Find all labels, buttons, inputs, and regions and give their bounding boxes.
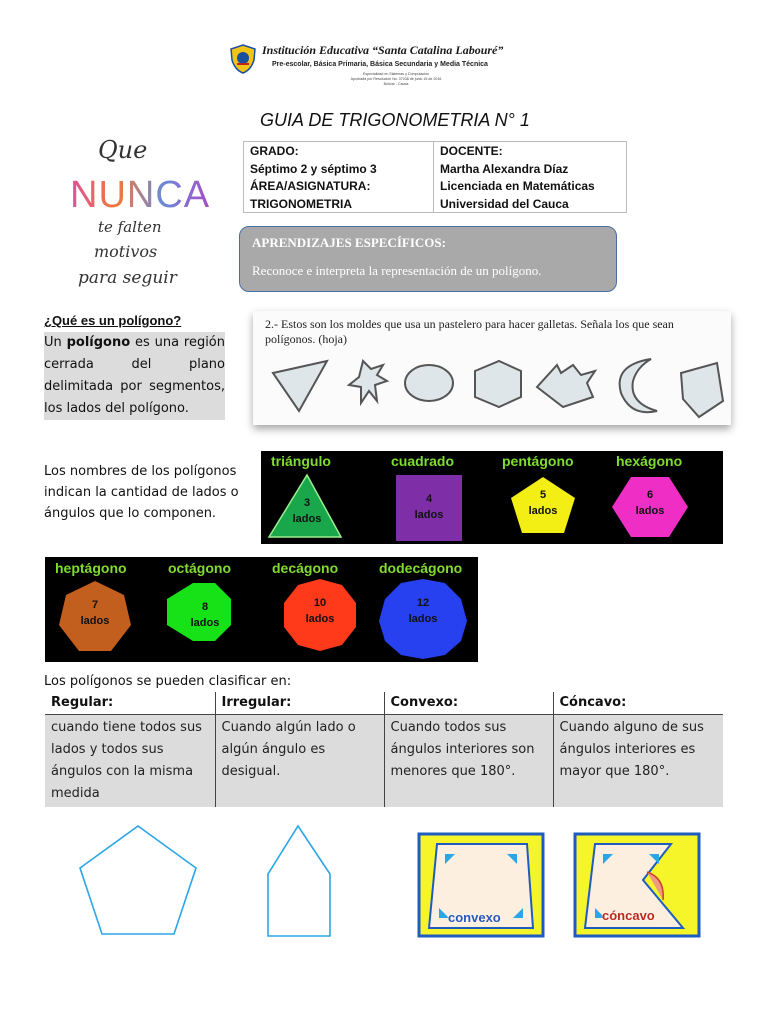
polygon-definition [44, 332, 225, 420]
classify-intro: Los polígonos se pueden clasificar en: [44, 674, 292, 689]
mold-circle [405, 365, 453, 401]
pentagon-number: 5 [539, 489, 547, 501]
mold-pentagon [681, 363, 723, 417]
decagon-number: 10 [313, 597, 327, 609]
irregular-polygon-example [260, 820, 340, 940]
regular-pentagon-example [72, 820, 202, 940]
hexagon-number: 6 [646, 489, 654, 501]
header-convex: Convexo: [384, 692, 553, 714]
page-title: GUIA DE TRIGONOMETRIA N° 1 [260, 110, 530, 130]
teacher-degree: Licenciada en Matemáticas [440, 179, 595, 193]
square-unit: lados [414, 509, 444, 521]
header-irregular: Irregular: [215, 692, 384, 714]
heptagon-unit: lados [80, 615, 110, 627]
square-count [409, 491, 449, 523]
definition-rest: es una región cerrada del plano delimitada por segmentos, los lados del polígono. [44, 335, 225, 416]
motivational-quote [60, 128, 210, 298]
octagon-unit: lados [190, 617, 220, 629]
triangle-number: 3 [303, 497, 311, 509]
mold-hexagon [475, 361, 521, 407]
quote-line-3: te falten [98, 218, 162, 236]
institution-specialty: Especialidad en Sistemas y Computación [362, 72, 430, 76]
polygon-banner-row-2 [45, 557, 478, 662]
quote-line-2: NUNCA [70, 174, 211, 216]
teacher-university: Universidad del Cauca [440, 196, 569, 211]
info-table [243, 141, 627, 213]
decagon-count [300, 595, 340, 627]
cell-concave: Cuando alguno de sus ángulos interiores es mayor que 180°. [553, 714, 723, 807]
hexagon-count [630, 487, 670, 519]
quote-line-5: para seguir [78, 268, 177, 288]
label-square: cuadrado [391, 453, 455, 469]
mold-moon [620, 359, 657, 412]
quote-line-1: Que [98, 136, 148, 164]
heptagon-number: 7 [91, 599, 99, 611]
square-number: 4 [425, 493, 433, 505]
dodecagon-number: 12 [416, 597, 430, 609]
definition-term: polígono [66, 335, 131, 350]
concave-label: cóncavo [602, 908, 655, 923]
label-pentagon: pentágono [502, 453, 574, 469]
school-logo [229, 44, 257, 74]
cell-regular: cuando tiene todos sus lados y todos sus ángulos con la misma medida [45, 714, 215, 807]
mold-gingerbread [349, 361, 387, 403]
decagon-unit: lados [305, 613, 335, 625]
definition-pre: Un [44, 335, 67, 350]
convex-label: convexo [448, 910, 501, 925]
molds-shapes [253, 351, 731, 425]
institution-resolution: Aprobada por Resolución No. 07038 de junio 15 de 2016 [350, 77, 442, 81]
info-col-teacher [434, 142, 626, 212]
learning-objectives-box [239, 226, 617, 292]
octagon-count [185, 599, 225, 631]
header-regular: Regular: [45, 692, 215, 714]
label-hexagon: hexágono [616, 453, 683, 469]
label-decagon: decágono [272, 560, 339, 576]
cell-irregular: Cuando algún lado o algún ángulo es desigual. [215, 714, 384, 807]
subject-label: ÁREA/ASIGNATURA: [250, 179, 371, 193]
teacher-label: DOCENTE: [440, 144, 503, 158]
dodecagon-count [403, 595, 443, 627]
info-col-grade [244, 142, 434, 212]
octagon-number: 8 [201, 601, 209, 613]
grade-label: GRADO: [250, 144, 299, 158]
molds-caption: 2.- Estos son los moldes que usa un pastelero para hacer galletas. Señala los que sean polígonos. (hoja) [265, 317, 674, 346]
label-triangle: triángulo [271, 453, 331, 469]
institution-location: Bolívar - Cauca [383, 82, 409, 86]
classification-table [45, 692, 723, 807]
heptagon-count [75, 597, 115, 629]
teacher-name: Martha Alexandra Díaz [440, 161, 569, 176]
mold-triangle [273, 361, 327, 411]
cell-convex: Cuando todos sus ángulos interiores son menores que 180°. [384, 714, 553, 807]
polygon-names-text: Los nombres de los polígonos indican la cantidad de lados o ángulos que lo componen. [44, 464, 239, 521]
classification-header-row [45, 692, 723, 714]
cookie-molds-image [253, 311, 731, 425]
learning-text: Reconoce e interpreta la representación de un polígono. [252, 263, 542, 278]
pentagon-count [523, 487, 563, 519]
label-heptagon: heptágono [55, 560, 127, 576]
polygon-question-title: ¿Qué es un polígono? [44, 313, 182, 328]
classification-body-row [45, 714, 723, 807]
dodecagon-unit: lados [408, 613, 438, 625]
label-dodecagon: dodecágono [379, 560, 463, 576]
header-concave: Cóncavo: [553, 692, 723, 714]
polygon-banner-row-1 [261, 451, 723, 544]
institution-levels: Pre-escolar, Básica Primaria, Básica Secundaria y Media Técnica [272, 61, 488, 68]
mold-fish [537, 365, 595, 407]
quote-line-4: motivos [94, 242, 158, 261]
triangle-unit: lados [292, 513, 322, 525]
hexagon-unit: lados [635, 505, 665, 517]
grade-value: Séptimo 2 y séptimo 3 [250, 161, 377, 176]
subject-value: TRIGONOMETRIA [250, 196, 352, 211]
learning-heading: APRENDIZAJES ESPECÍFICOS: [252, 235, 446, 250]
pentagon-unit: lados [528, 505, 558, 517]
triangle-count [287, 495, 327, 527]
label-octagon: octágono [168, 560, 231, 576]
institution-name: Institución Educativa “Santa Catalina Labouré” [262, 43, 504, 57]
